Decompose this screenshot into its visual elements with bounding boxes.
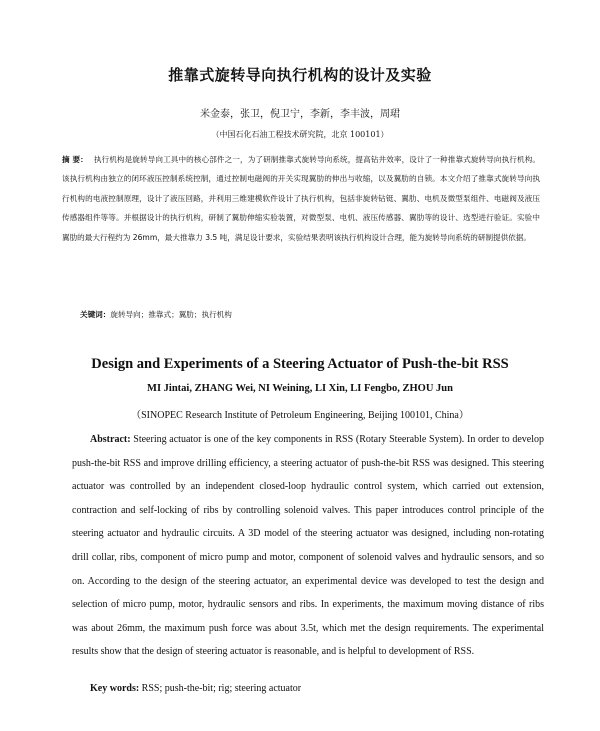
chinese-abstract-label: 摘 要： <box>62 155 88 164</box>
chinese-keywords <box>80 309 540 320</box>
english-abstract-label: Abstract: <box>90 434 131 445</box>
chinese-title: 推靠式旋转导向执行机构的设计及实验 <box>168 66 432 84</box>
english-abstract <box>72 428 544 664</box>
chinese-affiliation: （中国石化石油工程技术研究院，北京 100101） <box>211 130 389 139</box>
english-abstract-text: Steering actuator is one of the key components in RSS (Rotary Steerable System). In order to develop push-the-bit RSS and improve drilling efficiency, a steering actuator of push-the-bit RSS was designed. This steering actuator was controlled by an independent closed-loop hydraulic control system, which carried out extension, contraction and self-locking of ribs by controlling solenoid valves. This paper introduces control principle of the steering actuator and hydraulic circuits. A 3D model of the steering actuator was designed, including non-rotating drill collar, ribs, component of micro pump and motor, component of solenoid valves and hydraulic sensors, and so on. According to the design of the steering actuator, an experimental device was developed to test the design and selection of micro pump, motor, hydraulic sensors and ribs. In experiments, the maximum moving distance of ribs was about 26mm, the maximum push force was about 3.5t, which met the design requirements. The experimental results show that the design of steering actuator is reasonable, and is helpful to development of RSS. <box>72 434 544 658</box>
chinese-keywords-label: 关键词： <box>80 310 111 319</box>
chinese-keywords-text: 旋转导向；推靠式；翼肋；执行机构 <box>110 310 232 319</box>
english-affiliation: （SINOPEC Research Institute of Petroleum Engineering, Beijing 100101, China） <box>131 410 469 421</box>
english-title: Design and Experiments of a Steering Actuator of Push-the-bit RSS <box>91 356 509 372</box>
english-keywords-text: RSS; push-the-bit; rig; steering actuator <box>141 683 302 694</box>
chinese-authors: 米金泰，张卫，倪卫宁，李新，李丰波，周珺 <box>200 109 400 120</box>
english-keywords <box>90 683 550 694</box>
english-keywords-label: Key words: <box>90 683 140 694</box>
chinese-abstract-text: 执行机构是旋转导向工具中的核心部件之一，为了研制推靠式旋转导向系统，提高钻井效率，设计了一种推靠式旋转导向执行机构。该执行机构由独立的闭环液压控制系统控制，通过控制电磁阀的开关实现翼肋的伸出与收缩，以及翼肋的自锁。本文介绍了推靠式旋转导向执行机构的电液控制原理，设计了液压回路，并利用三维建模软件设计了执行机构，包括非旋转钻铤、翼肋、电机及微型泵组件、电磁阀及液压传感器组件等等。并根据设计的执行机构，研制了翼肋伸缩实验装置，对微型泵、电机、液压传感器、翼肋等的设计、选型进行验证。实验中翼肋的最大行程约为 26mm，最大推靠力 3.5 吨，满足设计要求，实验结果表明该执行机构设计合理，能为旋转导向系统的研制提供依据。 <box>62 155 540 242</box>
english-authors: MI Jintai, ZHANG Wei, NI Weining, LI Xin, LI Fengbo, ZHOU Jun <box>147 383 453 394</box>
chinese-abstract <box>62 150 540 247</box>
